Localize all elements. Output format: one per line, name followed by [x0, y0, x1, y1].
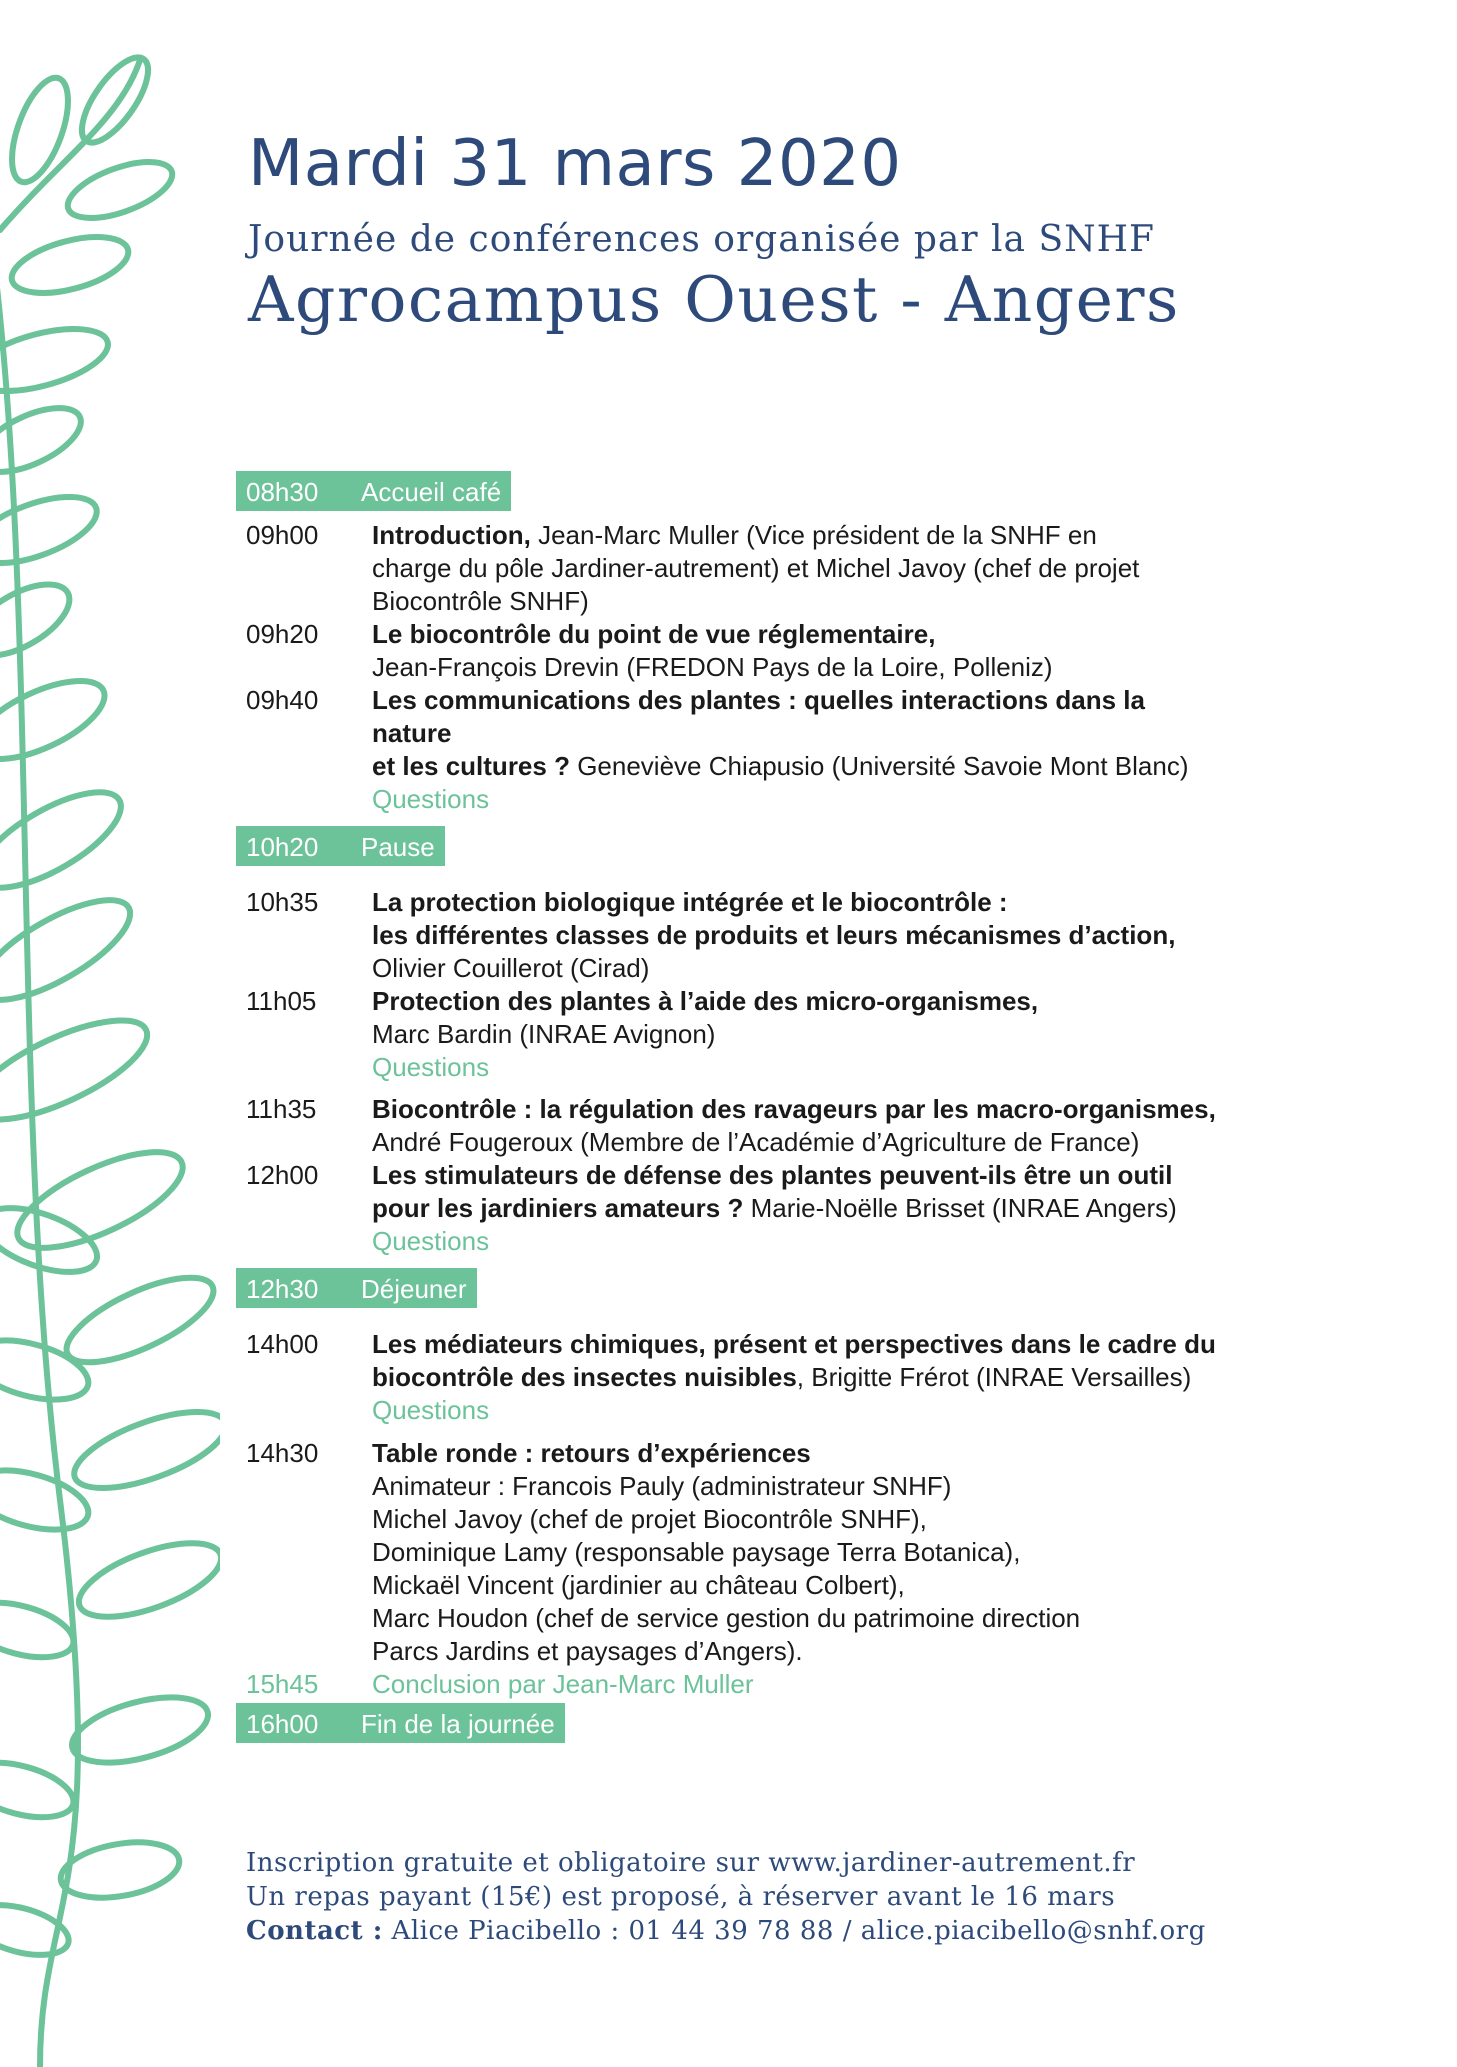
item-title: Les communications des plantes : quelles interactions dans la nature — [372, 685, 1145, 748]
item-speaker: Geneviève Chiapusio (Université Savoie Mont Blanc) — [569, 751, 1189, 781]
program-item-reglementaire — [236, 618, 1226, 684]
item-time: 14h00 — [246, 1329, 319, 1359]
program-item-micro-organismes — [236, 985, 1226, 1084]
session-banner-end — [236, 1703, 1226, 1743]
leaf-branch-icon — [0, 0, 220, 2067]
meal-text: Un repas payant (15€) est proposé, à réserver avant le 16 mars — [246, 1882, 1116, 1912]
program-item-introduction — [236, 519, 1226, 618]
questions-label: Questions — [372, 1395, 490, 1425]
contact-details: Alice Piacibello : 01 44 39 78 88 / alice.piacibello@snhf.org — [382, 1916, 1206, 1946]
event-subtitle: Journée de conférences organisée par la SNHF — [248, 219, 1155, 260]
item-speaker: Olivier Couillerot (Cirad) — [372, 953, 650, 983]
program-item-communications — [236, 684, 1226, 816]
session-label: Fin de la journée — [361, 1709, 555, 1739]
program-item-protection-integree — [236, 886, 1226, 985]
item-speaker: Jean-Marc Muller (Vice président de la SNHF en — [530, 520, 1097, 550]
item-speaker: , Brigitte Frérot (INRAE Versailles) — [796, 1362, 1192, 1392]
item-title: Conclusion par Jean-Marc Muller — [372, 1669, 754, 1699]
item-title: Les médiateurs chimiques, présent et perspectives dans le cadre du — [372, 1329, 1216, 1359]
item-speaker: Marc Houdon (chef de service gestion du patrimoine direction — [372, 1603, 1081, 1633]
item-speaker: Marc Bardin (INRAE Avignon) — [372, 1019, 716, 1049]
item-time: 14h30 — [246, 1438, 319, 1468]
item-time: 10h35 — [246, 887, 319, 917]
event-venue: Agrocampus Ouest - Angers — [248, 263, 1180, 336]
session-banner-pause — [236, 826, 1226, 866]
program-item-conclusion — [236, 1668, 1226, 1701]
header — [248, 126, 1180, 336]
session-label: Accueil café — [361, 477, 502, 507]
item-title: biocontrôle des insectes nuisibles — [372, 1362, 797, 1392]
event-date: Mardi 31 mars 2020 — [248, 127, 902, 201]
session-time: 16h00 — [246, 1709, 319, 1739]
item-title: Protection des plantes à l’aide des micro-organismes, — [372, 986, 1039, 1016]
session-banner-welcome — [236, 471, 1226, 511]
program-item-stimulateurs — [236, 1159, 1226, 1258]
program — [236, 471, 1226, 1743]
footer — [246, 1846, 1206, 1948]
program-item-table-ronde — [236, 1437, 1226, 1668]
item-speaker: Dominique Lamy (responsable paysage Terra Botanica), — [372, 1537, 1021, 1567]
questions-label: Questions — [372, 784, 490, 814]
item-speaker: Michel Javoy (chef de projet Biocontrôle SNHF), — [372, 1504, 927, 1534]
item-time: 15h45 — [246, 1669, 319, 1699]
program-item-macro-organismes — [236, 1093, 1226, 1159]
session-banner-lunch — [236, 1268, 1226, 1308]
item-speaker: Mickaël Vincent (jardinier au château Colbert), — [372, 1570, 905, 1600]
questions-label: Questions — [372, 1052, 490, 1082]
item-title: Les stimulateurs de défense des plantes peuvent-ils être un outil — [372, 1160, 1173, 1190]
item-title: pour les jardiniers amateurs ? — [372, 1193, 744, 1223]
item-speaker: André Fougeroux (Membre de l’Académie d’Agriculture de France) — [372, 1127, 1140, 1157]
program-item-mediateurs — [236, 1328, 1226, 1427]
contact-line — [246, 1914, 1206, 1948]
item-title: La protection biologique intégrée et le biocontrôle : — [372, 887, 1008, 917]
item-title: les différentes classes de produits et leurs mécanismes d’action, — [372, 920, 1176, 950]
contact-label: Contact : — [246, 1916, 383, 1946]
item-title: Table ronde : retours d’expériences — [372, 1438, 811, 1468]
session-label: Déjeuner — [361, 1274, 467, 1304]
item-title: Introduction, — [372, 520, 531, 550]
item-speaker: Parcs Jardins et paysages d’Angers). — [372, 1636, 803, 1666]
questions-label: Questions — [372, 1226, 490, 1256]
item-time: 09h00 — [246, 520, 319, 550]
item-time: 09h20 — [246, 619, 319, 649]
registration-text: Inscription gratuite et obligatoire sur www.jardiner-autrement.fr — [246, 1848, 1136, 1878]
item-speaker: charge du pôle Jardiner-autrement) et Michel Javoy (chef de projet — [372, 553, 1140, 583]
session-label: Pause — [361, 832, 435, 862]
item-speaker: Jean-François Drevin (FREDON Pays de la Loire, Polleniz) — [372, 652, 1053, 682]
item-title: et les cultures ? — [372, 751, 570, 781]
item-title: Le biocontrôle du point de vue réglementaire, — [372, 619, 936, 649]
session-time: 10h20 — [246, 832, 319, 862]
item-title: Biocontrôle : la régulation des ravageurs par les macro-organismes, — [372, 1094, 1216, 1124]
item-speaker: Marie-Noëlle Brisset (INRAE Angers) — [743, 1193, 1177, 1223]
item-time: 09h40 — [246, 685, 319, 715]
session-time: 12h30 — [246, 1274, 319, 1304]
session-time: 08h30 — [246, 477, 319, 507]
item-speaker: Animateur : Francois Pauly (administrateur SNHF) — [372, 1471, 952, 1501]
item-time: 11h05 — [246, 986, 317, 1016]
item-speaker: Biocontrôle SNHF) — [372, 586, 589, 616]
item-time: 12h00 — [246, 1160, 319, 1190]
item-time: 11h35 — [246, 1094, 317, 1124]
